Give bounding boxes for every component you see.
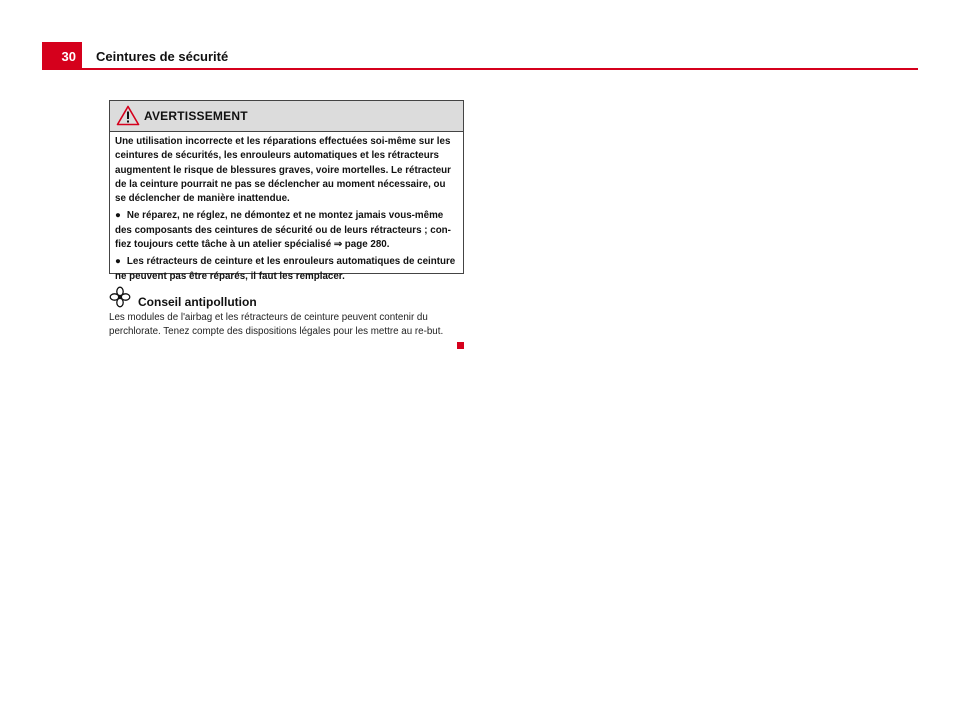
page-number: 30	[42, 42, 82, 68]
warning-paragraph: Une utilisation incorrecte et les réparations effectuées soi-même sur les ceintures de sécurités, les enrouleurs automatiques et les rétracteurs augmentent le risque de blessures graves, voire mortelles. Le rétracteur de la ceinture pourrait ne pas se déclencher au moment nécessaire, ou se déclencher de manière inattendue.	[115, 136, 451, 205]
warning-title: AVERTISSEMENT	[144, 109, 248, 123]
eco-tip-title: Conseil antipollution	[138, 295, 257, 309]
bullet-icon: ●	[115, 256, 121, 268]
warning-bullet	[115, 209, 458, 252]
section-title: Ceintures de sécurité	[96, 49, 229, 64]
warning-bullet	[115, 255, 458, 284]
flower-eco-icon	[109, 286, 131, 308]
bullet-icon: ●	[115, 210, 121, 222]
eco-tip-text: Les modules de l'airbag et les rétracteurs de ceinture peuvent contenir du perchlorate. Tenez compte des dispositions légales pour les mettre au re-but.	[109, 312, 444, 338]
warning-header	[110, 101, 463, 132]
warning-bullet-text: Les rétracteurs de ceinture et les enrouleurs automatiques de ceinture ne peuvent pas être réparés, il faut les remplacer.	[115, 256, 456, 282]
section-end-marker	[457, 342, 464, 349]
page-header	[42, 42, 918, 70]
warning-body	[110, 132, 463, 284]
warning-box	[109, 100, 464, 282]
warning-bullet-text: Ne réparez, ne réglez, ne démontez et ne montez jamais vous-même des composants des ceintures de sécurité ou de leurs rétracteurs ; con-fiez toujours cette tâche à un atelier spécialisé ⇒ page 280.	[115, 210, 451, 251]
warning-triangle-icon	[116, 105, 140, 126]
